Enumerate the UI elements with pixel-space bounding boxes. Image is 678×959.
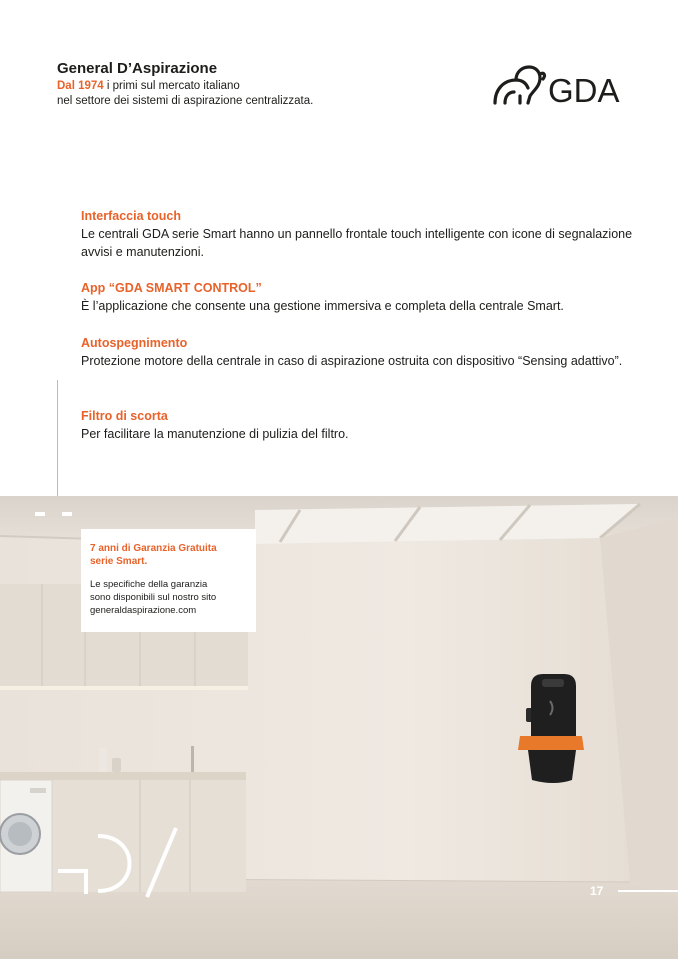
feature-text: Protezione motore della centrale in caso di aspirazione ostruita con dispositivo “Sensing adattivo”. xyxy=(81,354,623,368)
feature-title: Filtro di scorta xyxy=(81,409,168,423)
feature-text: Le centrali GDA serie Smart hanno un pannello frontale touch intelligente con icone di segnalazione avvisi e manutenzioni. xyxy=(81,227,633,259)
feature-text: È l’applicazione che consente una gestione immersiva e completa della centrale Smart. xyxy=(81,299,564,313)
feature-title: App “GDA SMART CONTROL” xyxy=(81,281,262,295)
warranty-title xyxy=(90,542,247,568)
feature-app xyxy=(81,280,641,315)
warranty-box xyxy=(81,529,256,632)
tagline-highlight: Dal 1974 xyxy=(57,80,104,92)
feature-title: Interfaccia touch xyxy=(81,209,182,223)
warranty-text-line1: Le specifiche della garanzia xyxy=(90,579,208,590)
tagline-line1: i primi sul mercato italiano xyxy=(103,80,240,92)
page-number-line xyxy=(618,890,678,892)
warranty-title-line1: 7 anni di Garanzia Gratuita xyxy=(90,543,217,554)
company-tagline xyxy=(57,79,313,109)
logo-text: GDA xyxy=(548,72,620,108)
feature-title: Autospegnimento xyxy=(81,336,188,350)
company-name: General D’Aspirazione xyxy=(57,60,218,77)
feature-touch xyxy=(81,208,641,261)
warranty-title-line2: serie Smart. xyxy=(90,556,148,567)
tagline-line2: nel settore dei sistemi di aspirazione centralizzata. xyxy=(57,95,314,107)
feature-filtro xyxy=(81,408,641,443)
warranty-text-line2: sono disponibili sul nostro sito xyxy=(90,592,217,603)
feature-text: Per facilitare la manutenzione di pulizia del filtro. xyxy=(81,427,349,441)
warranty-text xyxy=(90,578,247,617)
warranty-url[interactable]: generaldaspirazione.com xyxy=(90,605,197,616)
feature-autospegnimento xyxy=(81,335,641,370)
gda-logo xyxy=(492,56,624,108)
page-number: 17 xyxy=(590,884,604,898)
